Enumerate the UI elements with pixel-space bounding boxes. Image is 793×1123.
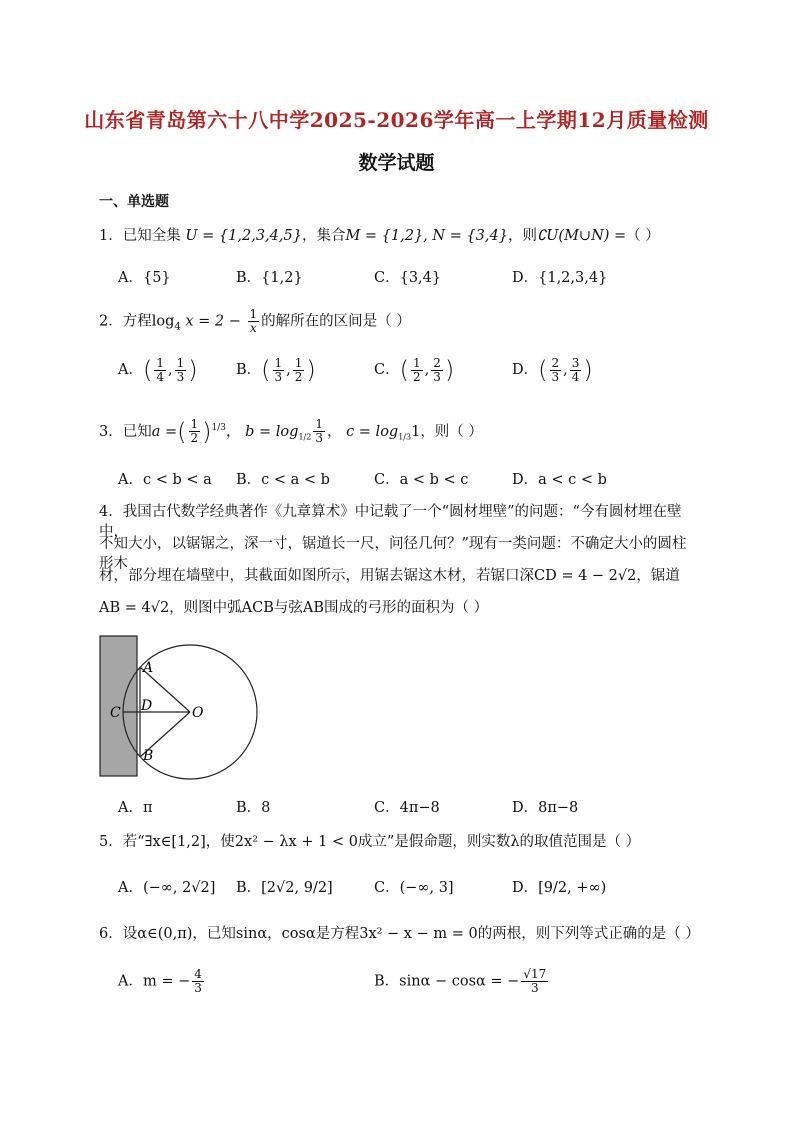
q3-option-d: D．a < c < b: [512, 472, 607, 488]
math-fraction: [154, 357, 166, 384]
paren-open: (: [142, 356, 153, 384]
math-expression: a =: [151, 423, 178, 440]
option-label: A．m = −: [118, 973, 191, 990]
math-subscript: 1/3: [398, 432, 412, 442]
math-fraction: [273, 357, 285, 384]
q1-option-c: C．{3,4}: [374, 270, 442, 286]
q2-option-a: A．( $\frac{1}{4}$ , $\frac{1}{3}$ ): [118, 355, 198, 384]
option-label: A．: [118, 362, 143, 378]
fraction-denominator: 3: [315, 431, 323, 446]
question-text: 的解所在的区间是（ ）: [261, 313, 411, 330]
math-expression: x = 2 −: [185, 313, 241, 330]
paren-close: ): [188, 356, 198, 384]
fraction-numerator: 3: [571, 355, 580, 370]
question-text: 材，部分埋在墙壁中，其截面如图所示，用锯去锯这木材，若锯口深CD = 4 − 2√2，锯道: [99, 568, 680, 584]
section-heading: 一、单选题: [99, 194, 169, 210]
fraction-numerator: 2: [433, 355, 441, 370]
math-fraction: [192, 968, 204, 995]
question-text: （ ）: [626, 228, 660, 244]
q1-option-b: B．{1,2}: [236, 270, 303, 286]
q5-option-c: C．(−∞, 3]: [374, 880, 454, 896]
question-text: 已知: [122, 423, 152, 440]
document-title: 山东省青岛第六十八中学2025-2026学年高一上学期12月质量检测: [84, 108, 709, 132]
q5-option-a: A．(−∞, 2√2]: [118, 880, 216, 896]
q4-option-c: C．4π−8: [374, 800, 440, 816]
math-fraction: [313, 418, 325, 445]
label-o: O: [192, 705, 204, 721]
math-fraction: [431, 357, 443, 384]
fraction-numerator: 1: [315, 417, 323, 432]
paren-close: ): [202, 417, 212, 446]
fraction-denominator: x: [249, 321, 257, 335]
label-c: C: [110, 705, 121, 721]
question-text: 4．我国古代数学经典著作《九章算术》中记载了一个“圆材埋壁”的问题：“今有圆材埋在壁中，: [99, 504, 682, 540]
fraction-denominator: 3: [551, 369, 560, 384]
q5-option-d: D．[9/2, +∞): [512, 880, 607, 896]
question-5: 5．若“∃x∈[1,2]，使2x² − λx + 1 < 0成立”是假命题，则实数λ的取值范围是（ ）: [99, 834, 641, 850]
fraction-numerator: 1: [176, 355, 185, 370]
fraction-denominator: 4: [156, 369, 164, 384]
question-text: 不知大小，以锯锯之，深一寸，锯道长一尺，问径几何？”现有一类问题：不确定大小的圆柱形木: [99, 536, 687, 572]
q5-option-b: B．[2√2, 9/2]: [236, 880, 333, 896]
question-6: 6．设α∈(0,π)，已知sinα，cosα是方程3x² − x − m = 0的两根，则下列等式正确的是（ ）: [99, 926, 700, 942]
paren-open: (: [177, 417, 187, 446]
question-text: AB = 4√2，则图中弧ACB与弦AB围成的弓形的面积为（ ）: [99, 600, 489, 616]
math-expression: c = log: [346, 423, 399, 440]
question-text: ，则（ ）: [420, 423, 483, 440]
fraction-numerator: 1: [274, 355, 283, 370]
paren-open: (: [538, 356, 548, 384]
q4-option-a: A．π: [118, 800, 153, 816]
q6-option-b: [374, 968, 550, 995]
math-fraction: [175, 357, 187, 384]
math-value: 1: [411, 423, 421, 440]
fraction-numerator: 2: [551, 355, 560, 370]
q4-option-b: B．8: [236, 800, 271, 816]
q6-option-a: [118, 968, 206, 995]
fraction-denominator: 2: [294, 369, 303, 384]
math-expression: U = {1,2,3,4,5}: [185, 228, 302, 244]
question-number: 1．: [99, 228, 123, 244]
label-d: D: [141, 698, 153, 714]
fraction-denominator: 3: [176, 369, 185, 384]
math-fraction: [189, 418, 201, 445]
option-label: C．: [374, 362, 400, 378]
question-2: [99, 308, 411, 337]
fraction-numerator: 1: [249, 307, 258, 321]
math-fraction: [293, 357, 305, 384]
question-1: [99, 226, 660, 246]
math-exponent: 1/3: [211, 423, 227, 433]
question-3: 3．已知a =( $\frac{1}{2}$ )$^{1/3}$， $b = \log_{1/2}$ $\frac{1}{3}$ ， $c = \log_{1/3}1$，则（ ）: [99, 417, 483, 446]
math-subscript: 1/2: [298, 432, 312, 442]
q3-option-b: B．c < a < b: [236, 472, 330, 488]
paren-open: (: [261, 356, 271, 384]
q1-option-d: D．{1,2,3,4}: [512, 270, 608, 286]
math-expression: b = log: [245, 423, 299, 440]
q4-option-d: D．8π−8: [512, 800, 579, 816]
option-label: D．: [512, 362, 539, 378]
fraction-denominator: 3: [274, 369, 283, 384]
option-label: B．: [236, 362, 262, 378]
question-number: 3．: [99, 423, 123, 440]
math-expression: log: [151, 313, 175, 330]
math-subscript: 4: [174, 321, 181, 333]
fraction-numerator: 1: [190, 417, 199, 432]
fraction-denominator: 4: [571, 369, 580, 384]
document-subtitle: 数学试题: [358, 152, 435, 174]
fraction-denominator: 2: [190, 431, 199, 446]
fraction-numerator: 1: [294, 355, 303, 370]
q1-option-a: A．{5}: [118, 270, 171, 286]
fraction-denominator: 2: [412, 369, 421, 384]
fraction-denominator: 3: [433, 369, 441, 384]
q3-option-a: A．c < b < a: [118, 472, 212, 488]
question-text: 已知全集: [122, 228, 181, 244]
paren-close: ): [306, 356, 316, 384]
question-4: [99, 502, 699, 630]
q2-option-c: C．( $\frac{1}{2}$ , $\frac{2}{3}$ ): [374, 355, 455, 384]
math-fraction: [248, 308, 260, 335]
q3-option-c: C．a < b < c: [374, 472, 469, 488]
math-expression: ∁U(M∪N) =: [536, 228, 627, 244]
fraction-numerator: 1: [412, 355, 421, 370]
fraction-numerator: 1: [156, 355, 164, 370]
circle-wall-diagram: [95, 630, 295, 785]
math-fraction: [570, 357, 582, 384]
fraction-numerator: √17: [523, 967, 547, 981]
paren-close: ): [444, 356, 455, 384]
question-number: 2．: [99, 313, 123, 330]
q2-option-b: B．( $\frac{1}{3}$ , $\frac{1}{2}$ ): [236, 355, 316, 384]
label-b: B: [143, 748, 154, 764]
fraction-denominator: 3: [530, 981, 539, 995]
paren-open: (: [399, 356, 409, 384]
q2-option-d: D．( $\frac{2}{3}$ , $\frac{3}{4}$ ): [512, 355, 593, 384]
fraction-denominator: 3: [194, 981, 202, 995]
math-fraction: [411, 357, 423, 384]
math-fraction: [521, 968, 548, 995]
math-expression: M = {1,2}, N = {3,4}: [345, 228, 508, 244]
question-text: ，集合: [301, 228, 346, 244]
paren-close: ): [583, 356, 593, 384]
question-text: 方程: [122, 313, 152, 330]
question-text: ，则: [507, 228, 537, 244]
fraction-numerator: 4: [194, 967, 202, 981]
math-fraction: [550, 357, 562, 384]
label-a: A: [143, 660, 154, 676]
option-label: B．sinα − cosα = −: [374, 973, 520, 990]
